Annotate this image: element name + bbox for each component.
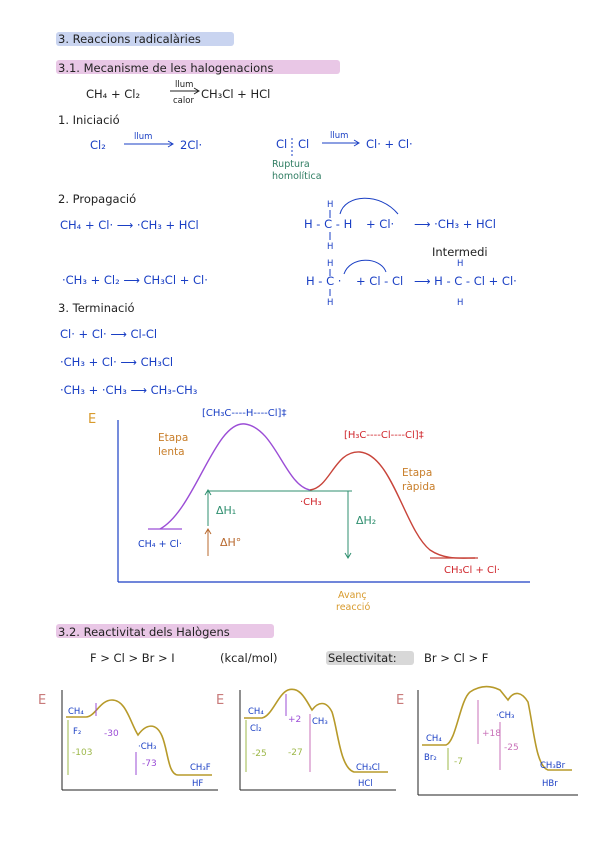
term-eq1: Cl· + Cl· ⟶ Cl-Cl [60,327,158,341]
mech2-curved-arrow [344,260,386,274]
overall-arrow-top: llum [175,80,194,90]
overall-products: CH₃Cl + HCl [201,87,271,101]
mech1-top-h: H [327,200,334,210]
reactant-label: CH₄ + Cl· [138,539,182,550]
mech1-molecule: H - C - H [304,217,353,231]
g1-e-label: E [38,693,47,708]
reactivity-title: 3.2. Reactivitat dels Halògens [58,625,230,639]
g3-e-label: E [396,693,405,708]
g2-v2: -25 [252,749,267,759]
fast-step-label-2: ràpida [402,481,436,493]
g1-mid: ·CH₃ [138,742,157,752]
initiation-heading: 1. Iniciació [58,113,120,127]
mech2-bottom-h: H [327,298,334,308]
g2-x2: Cl₂ [250,724,262,734]
diagram-x-label-2: reacció [336,602,371,613]
fast-step-label-1: Etapa [402,467,433,479]
intermediate-radical: ·CH₃ [300,497,322,508]
diagram-e-label: E [88,412,97,427]
mech2-product-top-h: H [457,259,464,269]
homolytic-note-1: Ruptura [272,159,310,170]
intermediate-label: Intermedi [432,245,488,259]
init-right: 2Cl· [180,138,203,152]
g1-v3: -73 [142,759,157,769]
mech2-top-h: H [327,259,334,269]
mech2-molecule: H - C · [306,274,342,288]
g3-mid: ·CH₃ [496,711,515,721]
subsection-title: 3.1. Mecanisme de les halogenacions [58,61,274,75]
homolytic-right-atom: Cl [298,137,310,151]
termination-heading: 3. Terminació [58,301,135,315]
term-eq3: ·CH₃ + ·CH₃ ⟶ CH₃-CH₃ [60,383,198,397]
ts1-label: [CH₃C----H----Cl]‡ [202,408,287,419]
prop-eq2: ·CH₃ + Cl₂ ⟶ CH₃Cl + Cl· [62,273,208,287]
g1-start: CH₄ [68,707,84,717]
g2-end2: HCl [358,779,373,789]
homolytic-arrow-label: llum [330,131,349,141]
prop-eq1: CH₄ + Cl· ⟶ ·CH₃ + HCl [60,218,199,232]
g2-e-label: E [216,693,225,708]
reactivity-order: F > Cl > Br > I [90,651,175,665]
g2-v3: -27 [288,748,303,758]
graph-fluorine [38,690,218,790]
diagram-x-label-1: Avanç [338,590,367,601]
g2-mid: CH₃ [312,717,328,727]
g1-end1: CH₃F [190,763,211,773]
section-title: 3. Reaccions radicalàries [58,32,201,46]
overall-arrow-bottom: calor [173,96,194,106]
ts2-label: [H₃C----Cl----Cl]‡ [344,430,424,441]
mech1-bottom-h: H [327,242,334,252]
g3-end2: HBr [542,779,558,789]
mech1-products: ⟶ ·CH₃ + HCl [414,217,496,231]
g1-v1: -30 [104,729,119,739]
selectivity-value: Br > Cl > F [424,651,489,665]
g2-curve [244,689,388,772]
mech2-reagent: + Cl - Cl [356,274,404,288]
graph-bromine [396,687,578,796]
g3-x2: Br₂ [424,753,437,763]
g1-end2: HF [192,779,204,789]
homolytic-left-atom: Cl [276,137,288,151]
dh1-label: ΔH₁ [216,504,237,517]
overall-reactants: CH₄ + Cl₂ [86,87,141,101]
homolytic-note-2: homolítica [272,171,322,182]
slow-step-label-2: lenta [158,446,185,458]
g3-end1: CH₃Br [540,761,566,771]
g3-v3: -25 [504,743,519,753]
selectivity-label: Selectivitat: [328,651,397,665]
g2-v1: +2 [288,715,302,725]
product-label: CH₃Cl + Cl· [444,565,500,576]
g1-v2: -103 [72,748,93,758]
g2-start: CH₄ [248,707,264,717]
propagation-heading: 2. Propagació [58,192,137,206]
g3-v2: -7 [454,757,463,767]
graph-chlorine [216,689,396,790]
dh2-label: ΔH₂ [356,514,377,527]
mech1-curved-arrow [340,198,398,214]
reactivity-units: (kcal/mol) [220,651,278,665]
g3-start: CH₄ [426,734,442,744]
mech2-product-bottom-h: H [457,298,464,308]
homolytic-products: Cl· + Cl· [366,137,413,151]
g1-x2: F₂ [73,727,82,737]
init-left: Cl₂ [90,138,106,152]
init-arrow-label: llum [134,132,153,142]
g3-v1: +18 [482,729,501,739]
slow-step-label-1: Etapa [158,432,189,444]
term-eq2: ·CH₃ + Cl· ⟶ CH₃Cl [60,355,174,369]
dh0-label: ΔH° [220,536,242,549]
g2-end1: CH₃Cl [356,763,381,773]
mech1-radical: + Cl· [366,217,395,231]
mech2-products: ⟶ H - C - Cl + Cl· [414,274,517,288]
fast-step-curve [310,452,475,558]
